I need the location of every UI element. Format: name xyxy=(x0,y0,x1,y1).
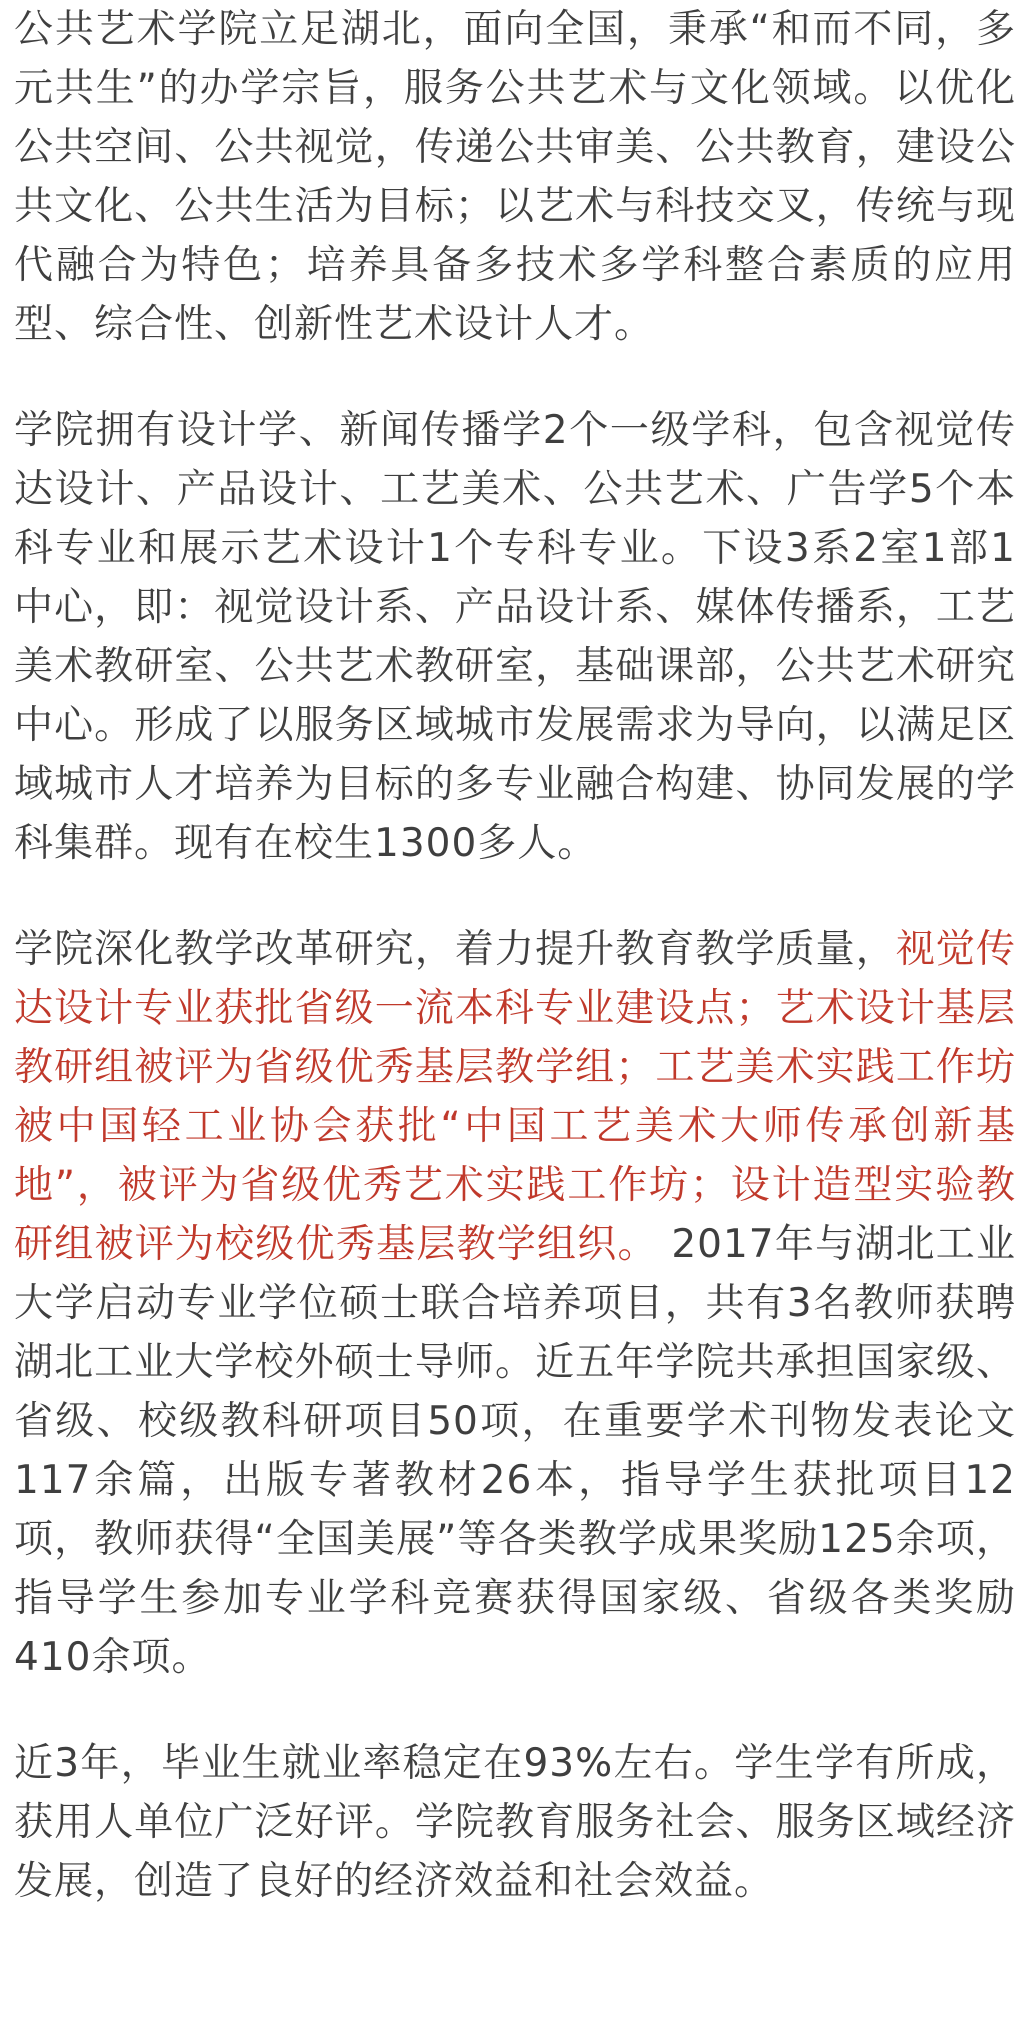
paragraph-teaching-reform-tail: 2017年与湖北工业大学启动专业学位硕士联合培养项目，共有3名教师获聘湖北工业大学校外硕士导师。近五年学院共承担国家级、省级、校级教科研项目50项，在重要学术刊物发表论文117余篇，出版专著教材26本，指导学生获批项目12项，教师获得“全国美展”等各类教学成果奖励125余项，指导学生参加专业学科竞赛获得国家级、省级各类奖励410余项。 xyxy=(14,1222,1016,1680)
paragraph-teaching-reform-highlight: 视觉传达设计专业获批省级一流本科专业建设点；艺术设计基层教研组被评为省级优秀基层教学组；工艺美术实践工作坊被中国轻工业协会获批“中国工艺美术大师传承创新基地”，被评为省级优秀艺术实践工作坊；设计造型实验教研组被评为校级优秀基层教学组织。 xyxy=(14,927,1016,1267)
paragraph-disciplines xyxy=(14,401,1016,873)
paragraph-employment xyxy=(14,1734,1016,1911)
paragraph-employment-text: 近3年，毕业生就业率稳定在93%左右。学生学有所成，获用人单位广泛好评。学院教育服务社会、服务区域经济发展，创造了良好的经济效益和社会效益。 xyxy=(14,1741,1016,1904)
paragraph-mission-text: 公共艺术学院立足湖北，面向全国，秉承“和而不同，多元共生”的办学宗旨，服务公共艺术与文化领域。以优化公共空间、公共视觉，传递公共审美、公共教育，建设公共文化、公共生活为目标；以艺术与科技交叉，传统与现代融合为特色；培养具备多技术多学科整合素质的应用型、综合性、创新性艺术设计人才。 xyxy=(14,7,1016,347)
paragraph-teaching-reform xyxy=(14,920,1016,1687)
paragraph-teaching-reform-lead: 学院深化教学改革研究，着力提升教育教学质量， xyxy=(14,927,896,972)
paragraph-mission xyxy=(14,0,1016,354)
paragraph-disciplines-text: 学院拥有设计学、新闻传播学2个一级学科，包含视觉传达设计、产品设计、工艺美术、公共艺术、广告学5个本科专业和展示艺术设计1个专科专业。下设3系2室1部1中心，即：视觉设计系、产品设计系、媒体传播系，工艺美术教研室、公共艺术教研室，基础课部，公共艺术研究中心。形成了以服务区域城市发展需求为导向，以满足区域城市人才培养为目标的多专业融合构建、协同发展的学科集群。现有在校生1300多人。 xyxy=(14,408,1016,866)
